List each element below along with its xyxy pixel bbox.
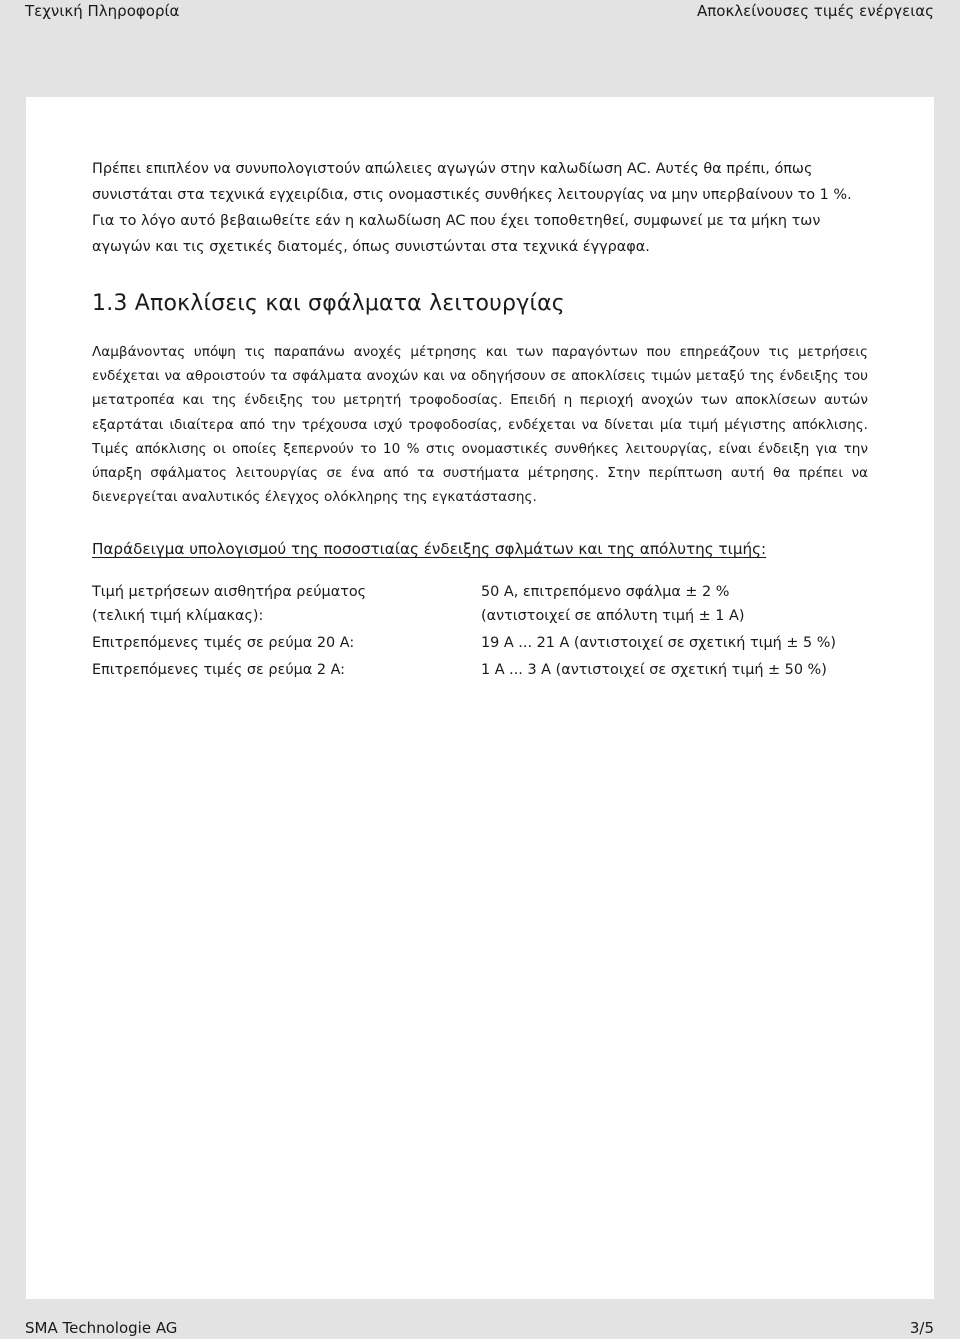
example-row-label: (τελική τιμή κλίμακας): (92, 608, 264, 624)
footer-company-rest: Technologie AG (57, 1319, 178, 1337)
example-row-value: 50 A, επιτρεπόμενο σφάλμα ± 2 % (481, 584, 730, 600)
section-heading: 1.3 Αποκλίσεις και σφάλματα λειτουργίας (92, 291, 565, 316)
page-footer (0, 1299, 960, 1339)
example-row (92, 608, 872, 632)
example-row (92, 635, 872, 659)
example-row-value: 19 A ... 21 A (αντιστοιχεί σε σχετική τιμή ± 5 %) (481, 635, 837, 651)
intro-paragraph: Πρέπει επιπλέον να συνυπολογιστούν απώλειες αγωγών στην καλωδίωση AC. Αυτές θα πρέπι, όπως συνιστάται στα τεχνικά εγχειρίδια, στις ονομαστικές συνθήκες λειτουργίας να μην υπερβαίνουν το 1 %. Για το λόγο αυτό βεβαιωθείτε εάν η καλωδίωση AC που έχει τοποθετηθεί, συμφωνεί με τα μήκη των αγωγών και τις σχετικές διατομές, όπως συνιστώνται στα τεχνικά έγγραφα. (92, 161, 852, 255)
section-body-paragraph: Λαμβάνοντας υπόψη τις παραπάνω ανοχές μέτρησης και των παραγόντων που επηρεάζουν τις μετρήσεις ενδέχεται να αθροιστούν τα σφάλματα ανοχών και να οδηγήσουν σε αποκλίσεις τιμών μεταξύ της ένδειξης του μετατροπέα και της ένδειξης του μετρητή τροφοδοσίας. Επειδή η περιοχή ανοχών των αποκλίσεων αυτών εξαρτάται ιδιαίτερα από την τρέχουσα ισχύ τροφοδοσίας, ενδέχεται να δίνεται μία τιμή μέγιστης απόκλισης. Τιμές απόκλισης οι οποίες ξεπερνούν το 10 % στις ονομαστικές συνθήκες λειτουργίας, είναι ένδειξη για την ύπαρξη σφάλματος λειτουργίας σε ένα από τα συστήματα μέτρησης. Στην περίπτωση αυτή θα πρέπει να διενεργείται αναλυτικός έλεγχος ολόκληρης της εγκατάστασης. (92, 344, 868, 506)
left-margin-band (0, 24, 26, 1299)
footer-company-bold: SMA (25, 1319, 58, 1337)
example-row-value: 1 A ... 3 A (αντιστοιχεί σε σχετική τιμή ± 50 %) (481, 662, 827, 678)
footer-page-number: 3/5 (909, 1319, 934, 1337)
page-header (0, 0, 960, 24)
right-margin-band (934, 24, 960, 1299)
example-row (92, 662, 872, 686)
example-row (92, 584, 872, 608)
header-left-title: Τεχνική Πληροφορία (25, 2, 180, 20)
example-heading: Παράδειγμα υπολογισμού της ποσοστιαίας ένδειξης σφλμάτων και της απόλυτης τιμής: (92, 540, 767, 558)
header-right-title: Αποκλείνουσες τιμές ενέργειας (697, 2, 934, 20)
top-margin-band (0, 24, 960, 97)
example-row-value: (αντιστοιχεί σε απόλυτη τιμή ± 1 A) (481, 608, 745, 624)
example-row-label: Τιμή μετρήσεων αισθητήρα ρεύματος (92, 584, 367, 600)
example-row-label: Επιτρεπόμενες τιμές σε ρεύμα 2 A: (92, 662, 346, 678)
footer-company (25, 1319, 177, 1337)
content-panel (26, 97, 934, 1299)
example-row-label: Επιτρεπόμενες τιμές σε ρεύμα 20 A: (92, 635, 355, 651)
